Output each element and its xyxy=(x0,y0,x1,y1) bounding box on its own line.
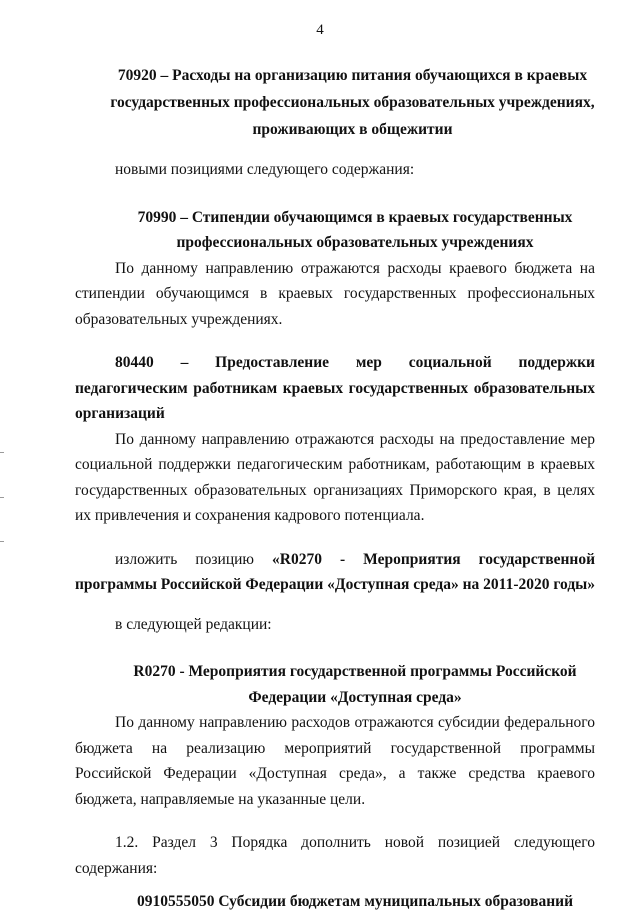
section-text-r0270: По данному направлению расходов отражаются субсидии федерального бюджета на реализацию мероприятий государственной программы Российской Федерации «Доступная среда», а также средства краевого бюджета, направляемые на указанные цели. xyxy=(75,714,595,808)
page-number: 4 xyxy=(316,22,324,38)
restate-suffix: в следующей редакции: xyxy=(115,615,272,633)
restate-prefix: изложить позицию xyxy=(115,550,273,568)
section-heading-r0270: R0270 - Мероприятия государственной программы Российской Федерации «Доступная среда» xyxy=(133,663,577,706)
section-text-80440: По данному направлению отражаются расходы на предоставление мер социальной поддержки педагогическим работникам, работающим в краевых государственных образовательных организациях Приморского края, в целях их привлечения и сохранения кадрового потенциала. xyxy=(75,430,595,524)
scan-margin-mark xyxy=(0,541,4,542)
section-text-70990: По данному направлению отражаются расходы краевого бюджета на стипендии обучающимся в краевых государственных профессиональных образовательных учреждениях. xyxy=(75,259,595,328)
section-heading-80440: 80440 – Предоставление мер социальной поддержки педагогическим работникам краевых государственных образовательных организаций xyxy=(75,354,595,422)
restate-position: «R0270 - Мероприятия государственной программы Российской Федерации «Доступная среда» на 2011-2020 годы» xyxy=(75,550,596,593)
document-body xyxy=(75,62,595,915)
restate-paragraph xyxy=(75,547,595,598)
scan-margin-mark xyxy=(0,452,4,453)
section-heading-70990: 70990 – Стипендии обучающимся в краевых государственных профессиональных образовательных учреждениях xyxy=(137,208,573,251)
item-1-2: 1.2. Раздел 3 Порядка дополнить новой позицией следующего содержания: xyxy=(75,834,595,877)
new-positions-intro: новыми позициями следующего содержания: xyxy=(115,161,415,178)
section-heading-0910555050: 0910555050 Субсидии бюджетам муниципальных образований xyxy=(137,893,573,910)
scan-margin-mark xyxy=(0,497,4,498)
section-heading-70920: 70920 – Расходы на организацию питания обучающихся в краевых государственных профессиональных образовательных учреждениях, проживающих в общежитии xyxy=(110,67,595,138)
